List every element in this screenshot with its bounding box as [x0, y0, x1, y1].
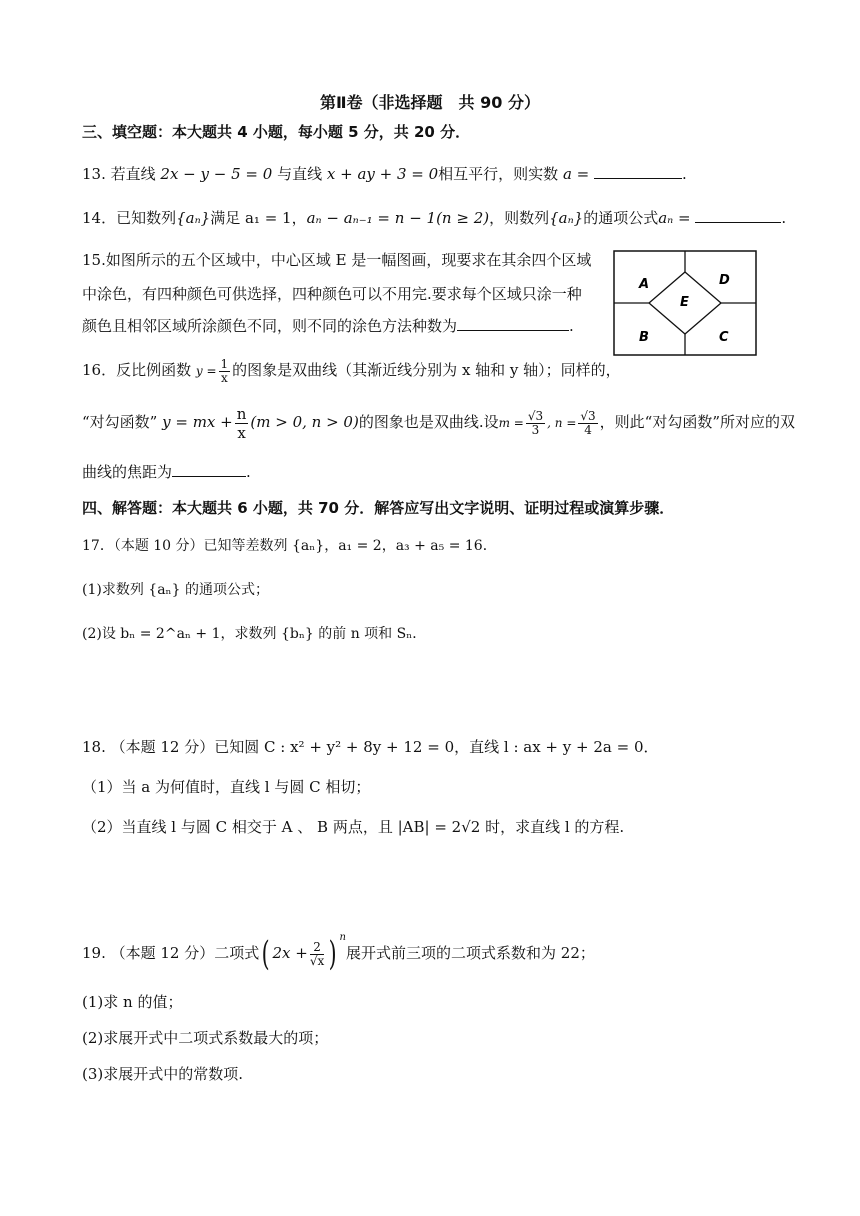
right-paren: )	[328, 934, 337, 974]
q16-func-y: y =	[195, 364, 217, 378]
q16-m-num: √3	[527, 408, 544, 423]
q14-suffix: 的通项公式	[583, 209, 659, 227]
q15-line1: 15.如图所示的五个区域中，中心区域 E 是一幅图画，现要求在其余四个区域	[82, 251, 592, 269]
q16-line3-text: 曲线的焦距为	[82, 463, 173, 481]
region-coloring-figure	[613, 250, 757, 356]
q19-binom-num: 2	[310, 941, 324, 955]
q16-m-frac	[526, 410, 545, 437]
q16-line3: 曲线的焦距为 .	[82, 463, 251, 481]
q16-func-num: 1	[220, 356, 229, 371]
q16-line2-b: 的图象也是双曲线.设	[358, 413, 499, 431]
q14-mid: ，则数列	[489, 209, 550, 227]
q16-n-den: 4	[584, 422, 592, 437]
q13-suffix: 相互平行，则实数	[438, 165, 559, 183]
q16-nx-frac	[235, 405, 249, 442]
q18-stem: 18. （本题 12 分）已知圆 C : x² + y² + 8y + 12 = 0，直线 l : ax + y + 2a = 0．	[82, 738, 659, 756]
q14-cond2: aₙ − aₙ₋₁ = n − 1(n ≥ 2)	[306, 209, 490, 227]
q16-n-frac	[578, 410, 597, 437]
answer-blank	[594, 164, 682, 179]
answer-blank	[695, 208, 781, 223]
q19-binom-a: 2x +	[272, 944, 308, 962]
q13-mid: 与直线	[277, 165, 323, 183]
q19-stem	[82, 928, 595, 975]
q16-m-den: 3	[531, 422, 540, 437]
q16-nx-den: x	[237, 423, 246, 442]
q16-m-var: m =	[498, 416, 524, 430]
region-label-a: A	[639, 277, 650, 292]
q16-duigou: “对勾函数”	[82, 413, 158, 431]
question-13: 13. 若直线 2x − y − 5 = 0 与直线 x + ay + 3 = 0相互平行，则实数 a = .	[82, 165, 687, 183]
q14-seq2: {aₙ}	[549, 209, 584, 227]
section-title: 第Ⅱ卷（非选择题 共 90 分）	[320, 93, 540, 112]
q16-func-frac	[219, 358, 231, 385]
part3-heading: 三、填空题：本大题共 4 小题，每小题 5 分，共 20 分．	[82, 123, 471, 141]
q16-eq: y = mx +	[162, 413, 233, 431]
q16-cond: (m > 0, n > 0)	[250, 413, 359, 431]
q16-prefix: 16．反比例函数	[82, 361, 192, 379]
region-label-b: B	[639, 330, 649, 345]
q18-part1: （1）当 a 为何值时，直线 l 与圆 C 相切；	[82, 778, 371, 796]
q16-rest1: 的图象是双曲线（其渐近线分别为 x 轴和 y 轴）；同样的，	[232, 361, 621, 379]
q14-cond1: 满足 a₁ = 1，	[210, 209, 307, 227]
q13-prefix: 13. 若直线	[82, 165, 156, 183]
region-label-e: E	[680, 295, 689, 310]
question-14: 14．已知数列{aₙ}满足 a₁ = 1，aₙ − aₙ₋₁ = n − 1(n ≥ 2)，则数列{aₙ}的通项公式aₙ = .	[82, 209, 787, 227]
q18-part2: （2）当直线 l 与圆 C 相交于 A 、 B 两点，且 |AB| = 2√2 时，求直线 l 的方程.	[82, 818, 625, 836]
region-label-d: D	[719, 273, 730, 288]
q19-binom-den: √x	[309, 953, 325, 968]
left-paren: (	[261, 934, 270, 974]
q17-stem: 17．（本题 10 分）已知等差数列 {aₙ}，a₁ = 2，a₃ + a₅ = 16．	[82, 538, 497, 554]
q13-var: a =	[562, 165, 590, 183]
q19-exponent: n	[339, 932, 346, 943]
q17-part1: (1)求数列 {aₙ} 的通项公式；	[82, 582, 269, 598]
q15-line3: 颜色且相邻区域所涂颜色不同，则不同的涂色方法种数为 .	[82, 317, 574, 335]
q13-eq2: x + ay + 3 = 0	[326, 165, 439, 183]
q16-func-den: x	[220, 370, 228, 385]
q19-prefix: 19. （本题 12 分）二项式	[82, 944, 260, 962]
answer-blank	[457, 316, 569, 331]
q16-line2	[82, 402, 795, 443]
q14-prefix: 14．已知数列	[82, 209, 177, 227]
q16-n-num: √3	[580, 408, 596, 423]
q15-line2: 中涂色，有四种颜色可供选择，四种颜色可以不用完.要求每个区域只涂一种	[82, 285, 582, 303]
q13-eq1: 2x − y − 5 = 0	[160, 165, 273, 183]
q19-part3: (3)求展开式中的常数项.	[82, 1065, 244, 1083]
q16-line2-c: ，则此“对勾函数”所对应的双	[599, 413, 795, 431]
q14-var: aₙ =	[658, 209, 691, 227]
q19-part1: (1)求 n 的值；	[82, 993, 183, 1011]
part4-heading: 四、解答题：本大题共 6 小题，共 70 分．解答应写出文字说明、证明过程或演算步骤．	[82, 499, 675, 517]
answer-blank	[172, 462, 246, 477]
q14-seq: {aₙ}	[176, 209, 211, 227]
q19-part2: (2)求展开式中二项式系数最大的项；	[82, 1029, 329, 1047]
q19-suffix: 展开式前三项的二项式系数和为 22；	[346, 944, 595, 962]
q16-n-var: , n =	[547, 416, 577, 430]
q19-binom-frac	[310, 941, 324, 968]
q17-part2: (2)设 bₙ = 2^aₙ + 1，求数列 {bₙ} 的前 n 项和 Sₙ．	[82, 626, 427, 642]
q15-line3-text: 颜色且相邻区域所涂颜色不同，则不同的涂色方法种数为	[82, 317, 458, 335]
region-label-c: C	[719, 330, 729, 345]
q16-nx-num: n	[236, 404, 247, 423]
q16-line1	[82, 356, 621, 385]
